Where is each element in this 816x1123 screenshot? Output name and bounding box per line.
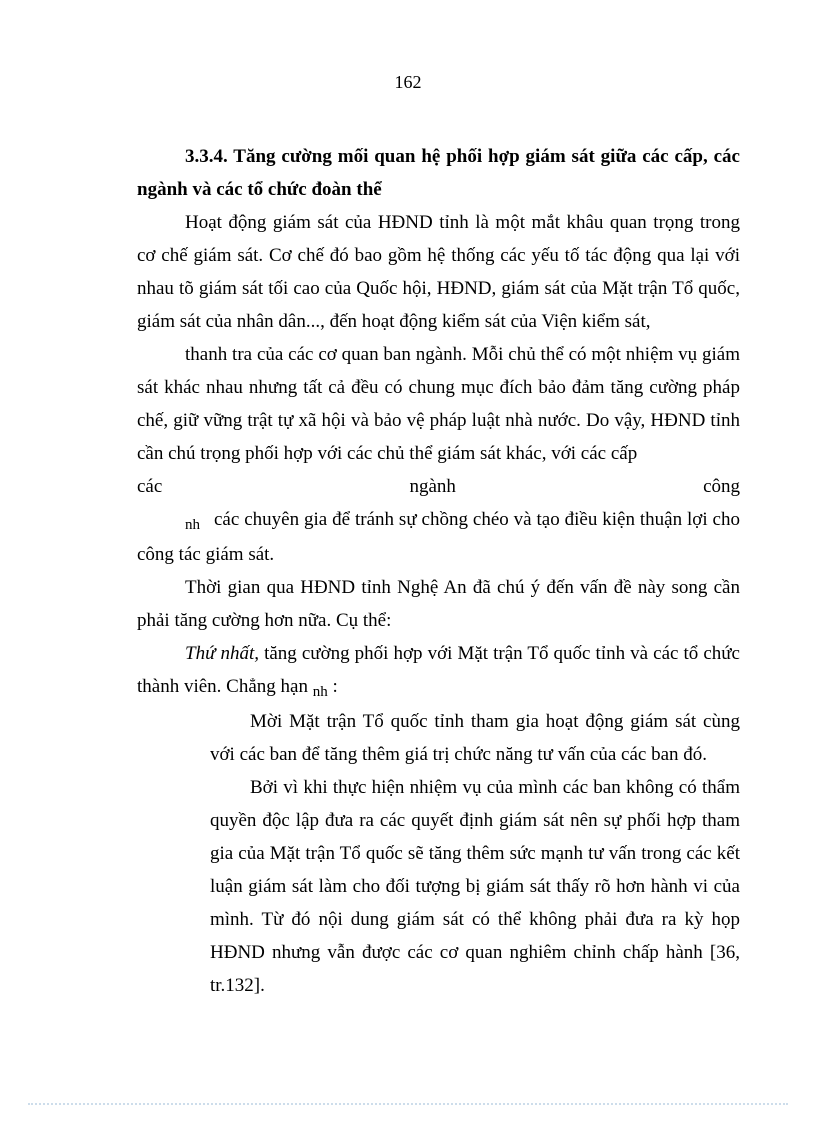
fragment-prefix: nh — [185, 517, 200, 533]
quote-paragraph-1: Mời Mặt trận Tổ quốc tỉnh tham gia hoạt động giám sát cùng với các ban để tăng thêm giá trị chức năng tư vấn của các ban đó. — [210, 711, 740, 765]
first-point-suffix-small: nh — [312, 684, 328, 700]
scattered-words-line — [137, 470, 740, 503]
page-content — [137, 140, 740, 1002]
first-point-text: tăng cường phối hợp với Mặt trận Tổ quốc tỉnh và các tổ chức thành viên. Chẳng hạn — [137, 643, 740, 697]
scattered-word-2: ngành — [409, 476, 456, 497]
paragraph-time: Thời gian qua HĐND tỉnh Nghệ An đã chú ý đến vấn đề này song cần phải tăng cường hơn nữa. Cụ thể: — [137, 577, 740, 631]
first-point-suffix-end: : — [327, 676, 338, 697]
fragment-text: các chuyên gia để tránh sự chồng chéo và tạo điều kiện thuận lợi cho công tác giám sát. — [137, 509, 740, 565]
paragraph-fragment — [137, 503, 740, 571]
section-heading: 3.3.4. Tăng cường mối quan hệ phối hợp giám sát giữa các cấp, các ngành và các tổ chức đoàn thể — [137, 146, 740, 200]
paragraph-first-point — [137, 637, 740, 705]
paragraph-intro-1: Hoạt động giám sát của HĐND tỉnh là một mắt khâu quan trọng trong cơ chế giám sát. Cơ chế đó bao gồm hệ thống các yếu tố tác động qua lại với nhau tõ giám sát tối cao của Quốc hội, HĐND, giám sát của Mặt trận Tổ quốc, giám sát của nhân dân..., đến hoạt động kiểm sát của Viện kiểm sát, — [137, 212, 740, 332]
scattered-word-3: công — [703, 476, 740, 497]
page-number: 162 — [394, 72, 422, 92]
quote-paragraph-2: Bởi vì khi thực hiện nhiệm vụ của mình các ban không có thẩm quyền độc lập đưa ra các quyết định giám sát nên sự phối hợp tham gia của Mặt trận Tổ quốc sẽ tăng thêm sức mạnh tư vấn trong các kết luận giám sát làm cho đối tượng bị giám sát thấy rõ hơn hành vi của mình. Từ đó nội dung giám sát có thể không phải đưa ra kỳ họp HĐND nhưng vẫn được các cơ quan nghiêm chỉnh chấp hành [36, tr.132]. — [210, 777, 740, 996]
first-point-lead: Thứ nhất, — [185, 643, 260, 664]
scattered-word-1: các — [137, 476, 163, 497]
footer-dashed-line — [28, 1103, 788, 1105]
paragraph-intro-2: thanh tra của các cơ quan ban ngành. Mỗi chủ thể có một nhiệm vụ giám sát khác nhau nhưng tất cả đều có chung mục đích bảo đảm tăng cường pháp chế, giữ vững trật tự xã hội và bảo vệ pháp luật nhà nước. Do vậy, HĐND tỉnh cần chú trọng phối hợp với các chủ thể giám sát khác, với các cấp — [137, 344, 740, 464]
